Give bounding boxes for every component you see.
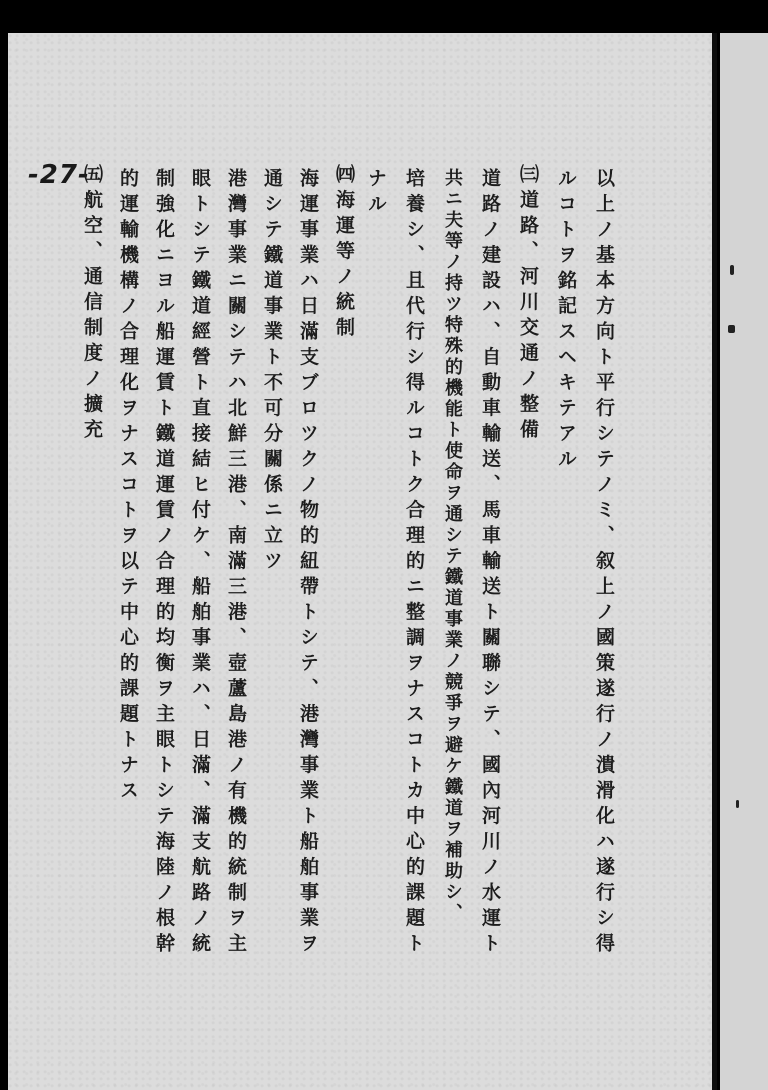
section-heading-5: ㈤航空、通信制度ノ擴充 — [81, 164, 103, 445]
text-column-1: 以上ノ基本方向ト平行シテノミ、叙上ノ國策遂行ノ潰滑化ハ遂行シ得 — [593, 168, 615, 959]
text-column-12: 眼トシテ鐵道經營ト直接結ヒ付ケ、船舶事業ハ、日滿、滿支航路ノ統 — [189, 168, 211, 959]
text-column-4: 道路ノ建設ハ、自動車輸送、馬車輸送ト關聯シテ、國內河川ノ水運ト — [479, 168, 501, 959]
section-heading-3: ㈢道路、河川交通ノ整備 — [517, 164, 539, 445]
text-column-7: ナル — [365, 168, 387, 219]
adjacent-page-edge — [720, 33, 768, 1090]
section-heading-4: ㈣海運等ノ統制 — [333, 164, 355, 343]
binding-gutter — [712, 33, 717, 1090]
ink-speck — [736, 800, 739, 808]
text-column-11: 港灣事業ニ關シテハ北鮮三港、南滿三港、壺蘆島港ノ有機的統制ヲ主 — [225, 168, 247, 959]
ink-speck — [728, 325, 735, 333]
text-column-6: 培養シ、且代行シ得ルコトク合理的ニ整調ヲナスコトカ中心的課題ト — [403, 168, 425, 959]
text-column-10: 通シテ鐵道事業ト不可分關係ニ立ツ — [261, 168, 283, 576]
text-column-2: ルコトヲ銘記スヘキテアル — [555, 168, 577, 474]
text-column-13: 制強化ニヨル船運賃ト鐵道運賃ノ合理的均衡ヲ主眼トシテ海陸ノ根幹 — [153, 168, 175, 959]
text-column-9: 海運事業ハ日滿支ブロツクノ物的紐帶トシテ、港灣事業ト船舶事業ヲ — [297, 168, 319, 959]
text-column-14: 的運輸機構ノ合理化ヲナスコトヲ以テ中心的課題トナス — [117, 168, 139, 806]
ink-speck — [730, 265, 734, 275]
text-column-5: 共ニ夫等ノ持ツ特殊的機能ト使命ヲ通シテ鐵道事業ノ競爭ヲ避ケ鐵道ヲ補助シ、 — [442, 168, 463, 924]
handwritten-page-number: -27- — [28, 160, 90, 190]
